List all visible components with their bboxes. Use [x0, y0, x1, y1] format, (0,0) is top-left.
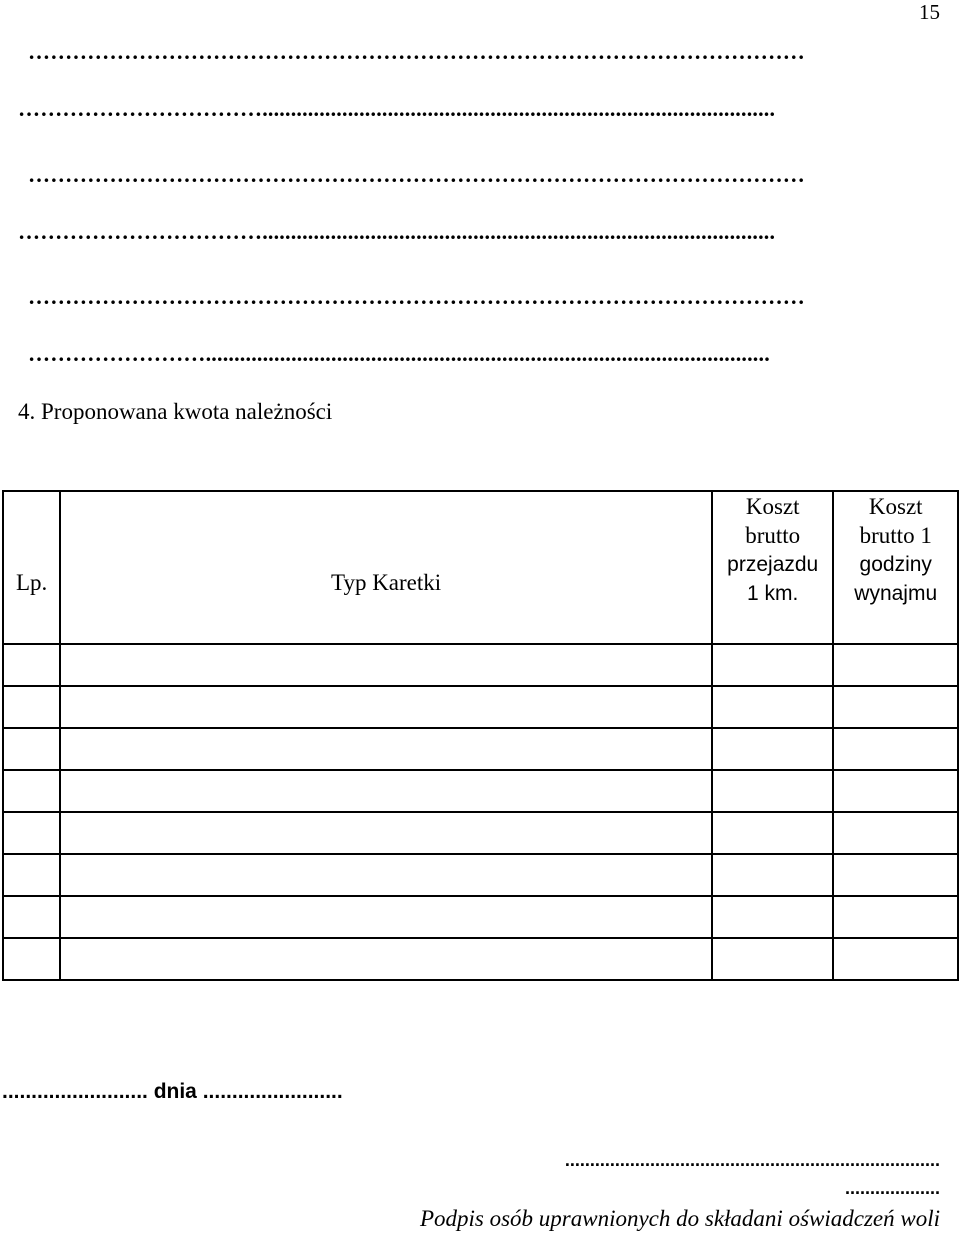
- cell-cost-km: [712, 686, 834, 728]
- cell-type: [60, 812, 712, 854]
- cell-lp: [3, 770, 60, 812]
- dotted-line: ……………………………………………………………………………………………: [28, 39, 805, 64]
- date-line: ......................... dnia ........................: [2, 1080, 343, 1103]
- table-row: [3, 938, 958, 980]
- cell-lp: [3, 812, 60, 854]
- table-row: [3, 854, 958, 896]
- header-cost-hour-line: Koszt: [868, 494, 923, 519]
- table-row: [3, 770, 958, 812]
- cell-cost-km: [712, 812, 834, 854]
- header-cost-hour: [833, 491, 958, 644]
- header-cost-hour-line: wynajmu: [854, 582, 938, 605]
- cell-cost-hour: [833, 854, 958, 896]
- section-heading: 4. Proponowana kwota należności: [18, 399, 333, 424]
- cell-lp: [3, 728, 60, 770]
- cell-cost-km: [712, 644, 834, 686]
- cell-cost-km: [712, 896, 834, 938]
- dotted-line: ……………………………..........................................................................................: [18, 219, 776, 244]
- cell-type: [60, 770, 712, 812]
- header-cost-km: [712, 491, 834, 644]
- cell-lp: [3, 896, 60, 938]
- cell-lp: [3, 854, 60, 896]
- cell-type: [60, 644, 712, 686]
- dotted-line: ……………………………………………………………………………………………: [28, 162, 805, 187]
- header-cost-km-line: 1 km.: [747, 582, 799, 605]
- table-row: [3, 728, 958, 770]
- cell-cost-hour: [833, 644, 958, 686]
- header-cost-hour-line: brutto 1: [859, 523, 932, 548]
- cell-type: [60, 854, 712, 896]
- cell-type: [60, 896, 712, 938]
- page-number: 15: [919, 0, 940, 24]
- dotted-line: ……………………...................................................................................................: [28, 341, 770, 366]
- signature-caption: Podpis osób uprawnionych do składani oświadczeń woli: [419, 1206, 940, 1231]
- signature-dots: ...................: [844, 1178, 940, 1198]
- cell-lp: [3, 686, 60, 728]
- header-cost-km-line: Koszt: [745, 494, 800, 519]
- header-type: Typ Karetki: [60, 491, 712, 644]
- cell-cost-hour: [833, 896, 958, 938]
- table-row: [3, 812, 958, 854]
- table-body: [3, 644, 958, 980]
- cell-cost-km: [712, 854, 834, 896]
- table-row: [3, 896, 958, 938]
- cell-cost-hour: [833, 938, 958, 980]
- cost-table: [2, 490, 959, 981]
- table-row: [3, 686, 958, 728]
- table-row: [3, 644, 958, 686]
- cell-cost-hour: [833, 686, 958, 728]
- cell-cost-km: [712, 728, 834, 770]
- signature-dots: ...........................................................................: [564, 1150, 940, 1170]
- cell-type: [60, 728, 712, 770]
- cell-cost-hour: [833, 812, 958, 854]
- header-cost-km-line: brutto: [745, 523, 801, 548]
- cell-cost-hour: [833, 770, 958, 812]
- cell-type: [60, 938, 712, 980]
- dotted-line: ……………………………………………………………………………………………: [28, 284, 805, 309]
- cell-cost-km: [712, 770, 834, 812]
- cell-lp: [3, 938, 60, 980]
- header-cost-hour-line: godziny: [859, 553, 932, 576]
- cell-lp: [3, 644, 60, 686]
- header-cost-km-line: przejazdu: [727, 553, 819, 576]
- cell-cost-hour: [833, 728, 958, 770]
- cell-cost-km: [712, 938, 834, 980]
- table-header-row: [3, 491, 958, 644]
- dotted-line: ……………………………..........................................................................................: [18, 96, 776, 121]
- cell-type: [60, 686, 712, 728]
- header-lp: Lp.: [3, 491, 60, 644]
